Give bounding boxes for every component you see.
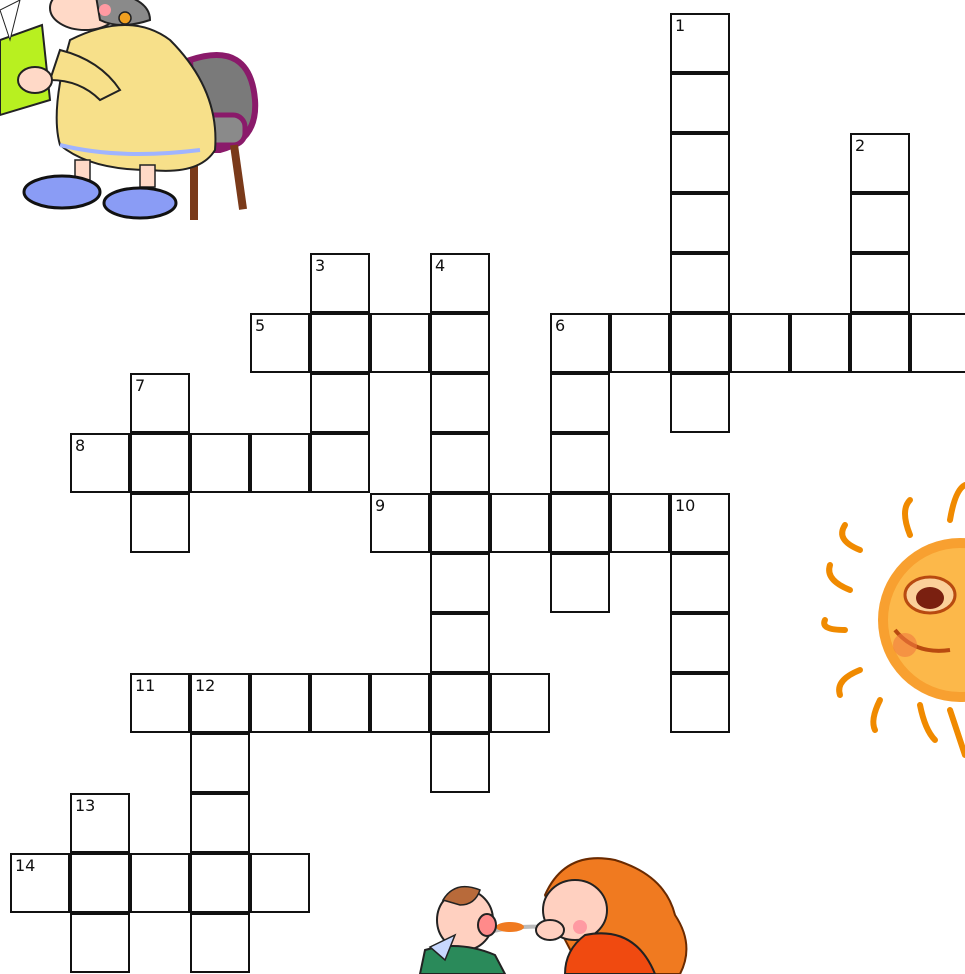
crossword-cell[interactable] <box>190 853 250 913</box>
grandmother-reading-clipart <box>0 0 270 230</box>
crossword-cell[interactable] <box>430 553 490 613</box>
clue-number: 11 <box>135 676 156 695</box>
crossword-cell[interactable] <box>490 493 550 553</box>
crossword-cell[interactable] <box>430 673 490 733</box>
clue-number: 7 <box>135 376 146 395</box>
clue-number: 14 <box>15 856 36 875</box>
crossword-cell[interactable] <box>670 673 730 733</box>
crossword-cell[interactable] <box>730 313 790 373</box>
crossword-cell[interactable] <box>70 853 130 913</box>
crossword-cell[interactable] <box>910 313 965 373</box>
crossword-cell[interactable] <box>670 13 730 73</box>
crossword-cell[interactable] <box>850 193 910 253</box>
crossword-cell[interactable] <box>310 253 370 313</box>
crossword-cell[interactable] <box>550 373 610 433</box>
crossword-cell[interactable] <box>850 133 910 193</box>
crossword-cell[interactable] <box>850 313 910 373</box>
crossword-cell[interactable] <box>850 253 910 313</box>
clue-number: 12 <box>195 676 216 695</box>
clue-number: 13 <box>75 796 96 815</box>
crossword-cell[interactable] <box>490 673 550 733</box>
clue-number: 9 <box>375 496 386 515</box>
clue-number: 4 <box>435 256 446 275</box>
crossword-cell[interactable] <box>670 73 730 133</box>
crossword-cell[interactable] <box>130 373 190 433</box>
mother-feeding-child-clipart <box>415 855 705 974</box>
crossword-cell[interactable] <box>370 493 430 553</box>
crossword-cell[interactable] <box>130 493 190 553</box>
crossword-cell[interactable] <box>670 313 730 373</box>
crossword-cell[interactable] <box>670 253 730 313</box>
crossword-cell[interactable] <box>670 133 730 193</box>
crossword-cell[interactable] <box>550 433 610 493</box>
crossword-cell[interactable] <box>670 613 730 673</box>
crossword-cell[interactable] <box>670 553 730 613</box>
crossword-cell[interactable] <box>430 253 490 313</box>
crossword-cell[interactable] <box>190 733 250 793</box>
crossword-cell[interactable] <box>310 673 370 733</box>
smiling-sun-clipart <box>820 480 965 765</box>
crossword-cell[interactable] <box>670 193 730 253</box>
crossword-cell[interactable] <box>250 853 310 913</box>
crossword-cell[interactable] <box>610 313 670 373</box>
crossword-cell[interactable] <box>310 313 370 373</box>
crossword-cell[interactable] <box>130 433 190 493</box>
crossword-cell[interactable] <box>430 493 490 553</box>
crossword-cell[interactable] <box>70 433 130 493</box>
crossword-cell[interactable] <box>10 853 70 913</box>
crossword-cell[interactable] <box>370 673 430 733</box>
crossword-cell[interactable] <box>550 553 610 613</box>
crossword-cell[interactable] <box>190 433 250 493</box>
crossword-cell[interactable] <box>550 493 610 553</box>
crossword-cell[interactable] <box>550 313 610 373</box>
crossword-cell[interactable] <box>670 373 730 433</box>
clue-number: 1 <box>675 16 686 35</box>
clue-number: 10 <box>675 496 696 515</box>
crossword-cell[interactable] <box>250 673 310 733</box>
crossword-cell[interactable] <box>130 853 190 913</box>
crossword-cell[interactable] <box>430 613 490 673</box>
crossword-cell[interactable] <box>370 313 430 373</box>
crossword-cell[interactable] <box>610 493 670 553</box>
crossword-cell[interactable] <box>430 313 490 373</box>
crossword-cell[interactable] <box>430 733 490 793</box>
crossword-cell[interactable] <box>250 433 310 493</box>
crossword-cell[interactable] <box>790 313 850 373</box>
crossword-cell[interactable] <box>430 433 490 493</box>
clue-number: 2 <box>855 136 866 155</box>
crossword-cell[interactable] <box>190 673 250 733</box>
crossword-cell[interactable] <box>70 913 130 973</box>
crossword-cell[interactable] <box>190 913 250 973</box>
clue-number: 3 <box>315 256 326 275</box>
crossword-cell[interactable] <box>250 313 310 373</box>
crossword-cell[interactable] <box>430 373 490 433</box>
crossword-cell[interactable] <box>670 493 730 553</box>
crossword-cell[interactable] <box>310 433 370 493</box>
crossword-cell[interactable] <box>130 673 190 733</box>
crossword-cell[interactable] <box>190 793 250 853</box>
clue-number: 5 <box>255 316 266 335</box>
clue-number: 8 <box>75 436 86 455</box>
clue-number: 6 <box>555 316 566 335</box>
crossword-cell[interactable] <box>310 373 370 433</box>
crossword-cell[interactable] <box>70 793 130 853</box>
